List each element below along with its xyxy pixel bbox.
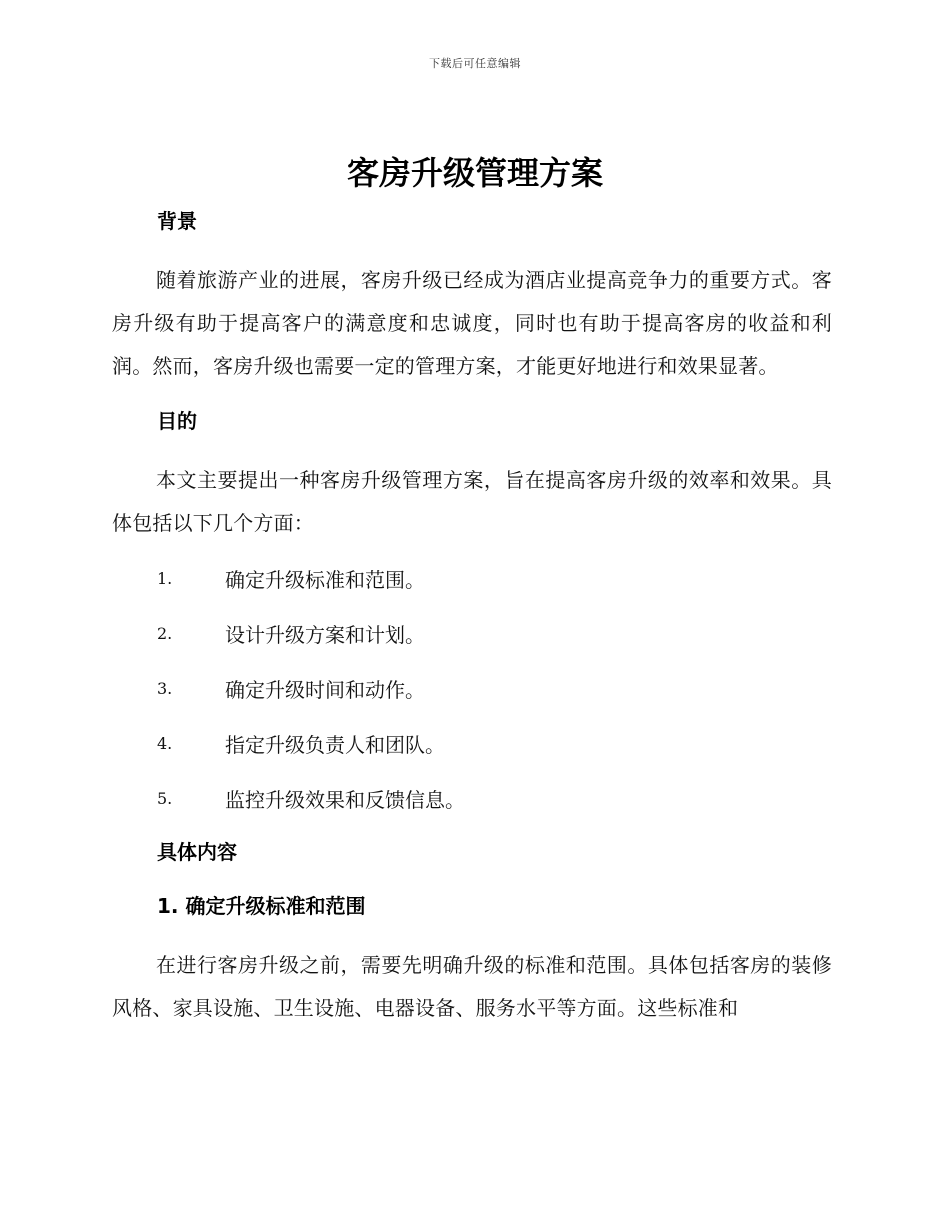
list-item-text: 设计升级方案和计划。 — [225, 623, 425, 647]
purpose-paragraph: 本文主要提出一种客房升级管理方案，旨在提高客房升级的效率和效果。具体包括以下几个方面： — [112, 468, 832, 535]
list-item — [112, 551, 832, 606]
section-heading-details: 具体内容 — [157, 840, 237, 864]
list-item-number: 2. — [157, 624, 173, 643]
list-item-number: 1. — [157, 569, 173, 588]
section-heading-purpose: 目的 — [157, 409, 197, 433]
header-note: 下载后可任意编辑 — [429, 57, 521, 70]
list-item-text: 监控升级效果和反馈信息。 — [225, 788, 465, 812]
subsection-heading: 1. 确定升级标准和范围 — [157, 894, 366, 918]
details-paragraph: 在进行客房升级之前，需要先明确升级的标准和范围。具体包括客房的装修风格、家具设施、卫生设施、电器设备、服务水平等方面。这些标准和 — [112, 953, 832, 1020]
list-item — [112, 771, 832, 826]
list-item-text: 指定升级负责人和团队。 — [225, 733, 445, 757]
list-item — [112, 716, 832, 771]
list-item-text: 确定升级标准和范围。 — [225, 568, 425, 592]
document-title: 客房升级管理方案 — [346, 154, 603, 192]
list-item — [112, 661, 832, 716]
background-paragraph: 随着旅游产业的进展，客房升级已经成为酒店业提高竞争力的重要方式。客房升级有助于提高客户的满意度和忠诚度，同时也有助于提高客房的收益和利润。然而，客房升级也需要一定的管理方案，才能更好地进行和效果显著。 — [112, 268, 832, 378]
list-item-text: 确定升级时间和动作。 — [225, 678, 425, 702]
list-item-number: 4. — [157, 734, 173, 753]
purpose-list — [112, 551, 832, 826]
section-heading-background: 背景 — [157, 209, 197, 233]
list-item — [112, 606, 832, 661]
list-item-number: 3. — [157, 679, 173, 698]
document-body — [112, 205, 832, 1030]
list-item-number: 5. — [157, 789, 173, 808]
